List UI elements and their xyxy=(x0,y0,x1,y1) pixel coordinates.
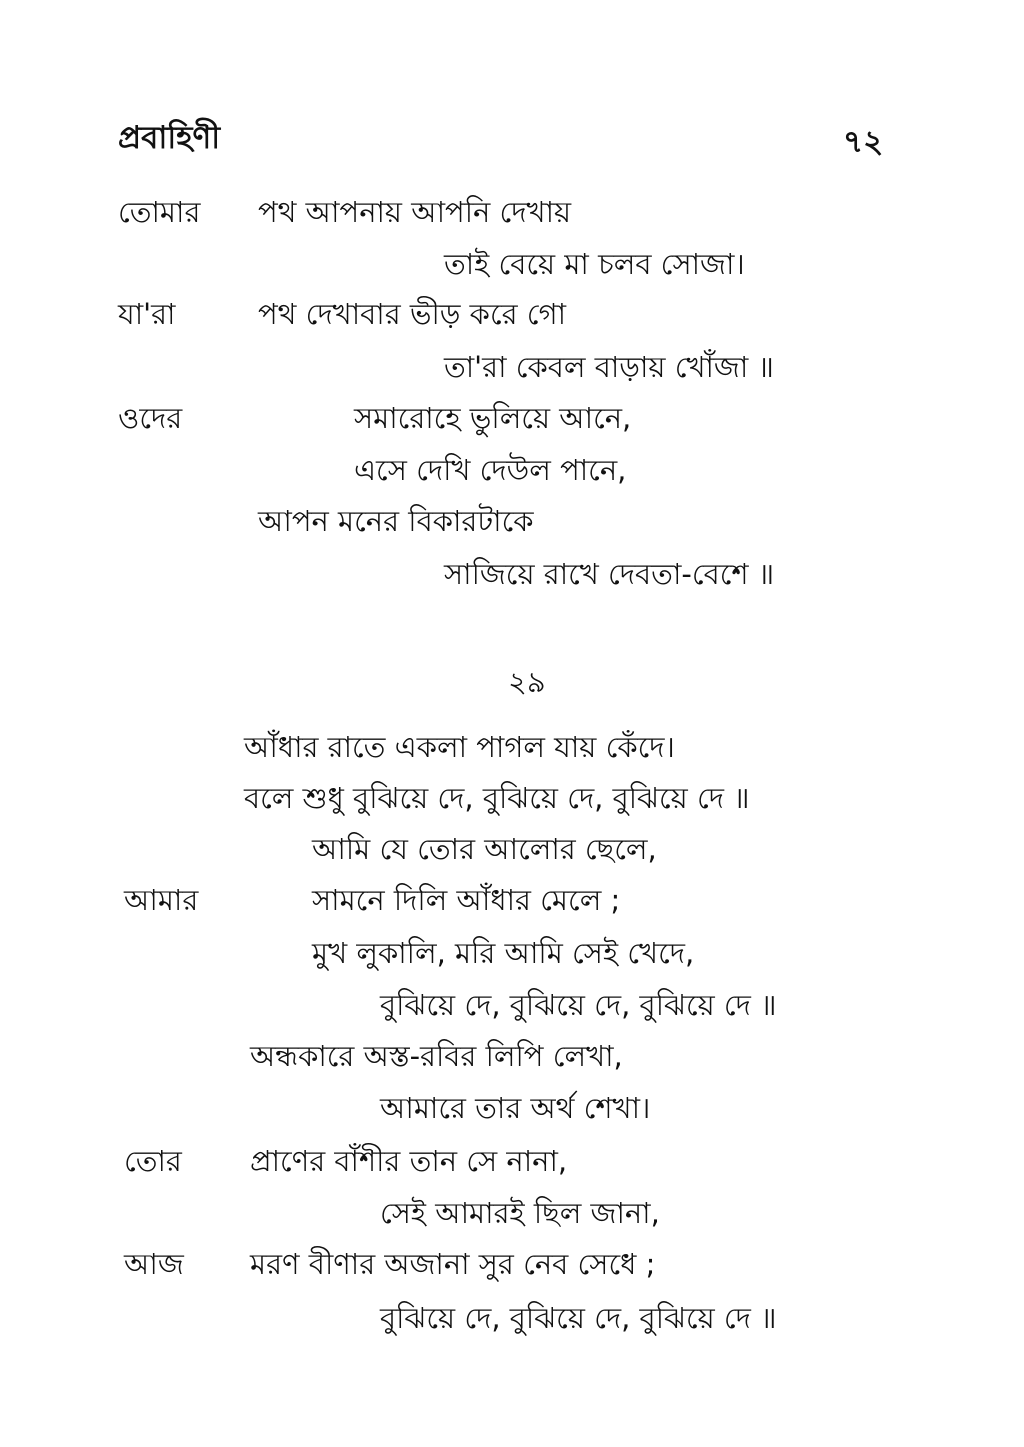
line-lead-word: ওদের xyxy=(118,401,183,435)
verse-line: অন্ধকারে অস্ত-রবির লিপি লেখা, xyxy=(250,1039,623,1073)
page-number: ৭২ xyxy=(843,124,884,160)
line-lead-word: আজ xyxy=(124,1247,184,1281)
line-lead-word: যা'রা xyxy=(118,297,176,331)
verse-line: আপন মনের বিকারটাকে xyxy=(258,504,534,538)
verse-line: সমারোহে ভুলিয়ে আনে, xyxy=(354,401,632,435)
verse-line: বুঝিয়ে দে, বুঝিয়ে দে, বুঝিয়ে দে ॥ xyxy=(380,1301,777,1335)
verse-line: পথ আপনায় আপনি দেখায় xyxy=(258,195,572,229)
verse-line: বুঝিয়ে দে, বুঝিয়ে দে, বুঝিয়ে দে ॥ xyxy=(380,988,777,1022)
verse-line: সেই আমারই ছিল জানা, xyxy=(380,1196,660,1230)
verse-line: পথ দেখাবার ভীড় করে গো xyxy=(258,297,566,331)
line-lead-word: আমার xyxy=(124,883,199,917)
verse-line: মরণ বীণার অজানা সুর নেব সেধে ; xyxy=(250,1247,656,1281)
line-lead-word: তোমার xyxy=(118,195,201,229)
verse-line: বলে শুধু বুঝিয়ে দে, বুঝিয়ে দে, বুঝিয়ে দে ॥ xyxy=(244,781,750,815)
verse-line: এসে দেখি দেউল পানে, xyxy=(354,453,627,487)
book-title: প্রবাহিণী xyxy=(118,120,221,156)
verse-line: আঁধার রাতে একলা পাগল যায় কেঁদে। xyxy=(244,730,675,764)
verse-line: আমি যে তোর আলোর ছেলে, xyxy=(312,832,657,866)
verse-line: সামনে দিলি আঁধার মেলে ; xyxy=(312,883,621,917)
line-lead-word: তোর xyxy=(124,1144,182,1178)
verse-line: তাই বেয়ে মা চলব সোজা। xyxy=(444,247,745,281)
verse-line: আমারে তার অর্থ শেখা। xyxy=(380,1091,651,1125)
verse-line: তা'রা কেবল বাড়ায় খোঁজা ॥ xyxy=(444,350,774,384)
verse-line: সাজিয়ে রাখে দেবতা-বেশে ॥ xyxy=(444,557,775,591)
song-number: ২৯ xyxy=(508,665,546,699)
verse-line: প্রাণের বাঁশীর তান সে নানা, xyxy=(250,1144,568,1178)
verse-line: মুখ লুকালি, মরি আমি সেই খেদে, xyxy=(312,936,695,970)
